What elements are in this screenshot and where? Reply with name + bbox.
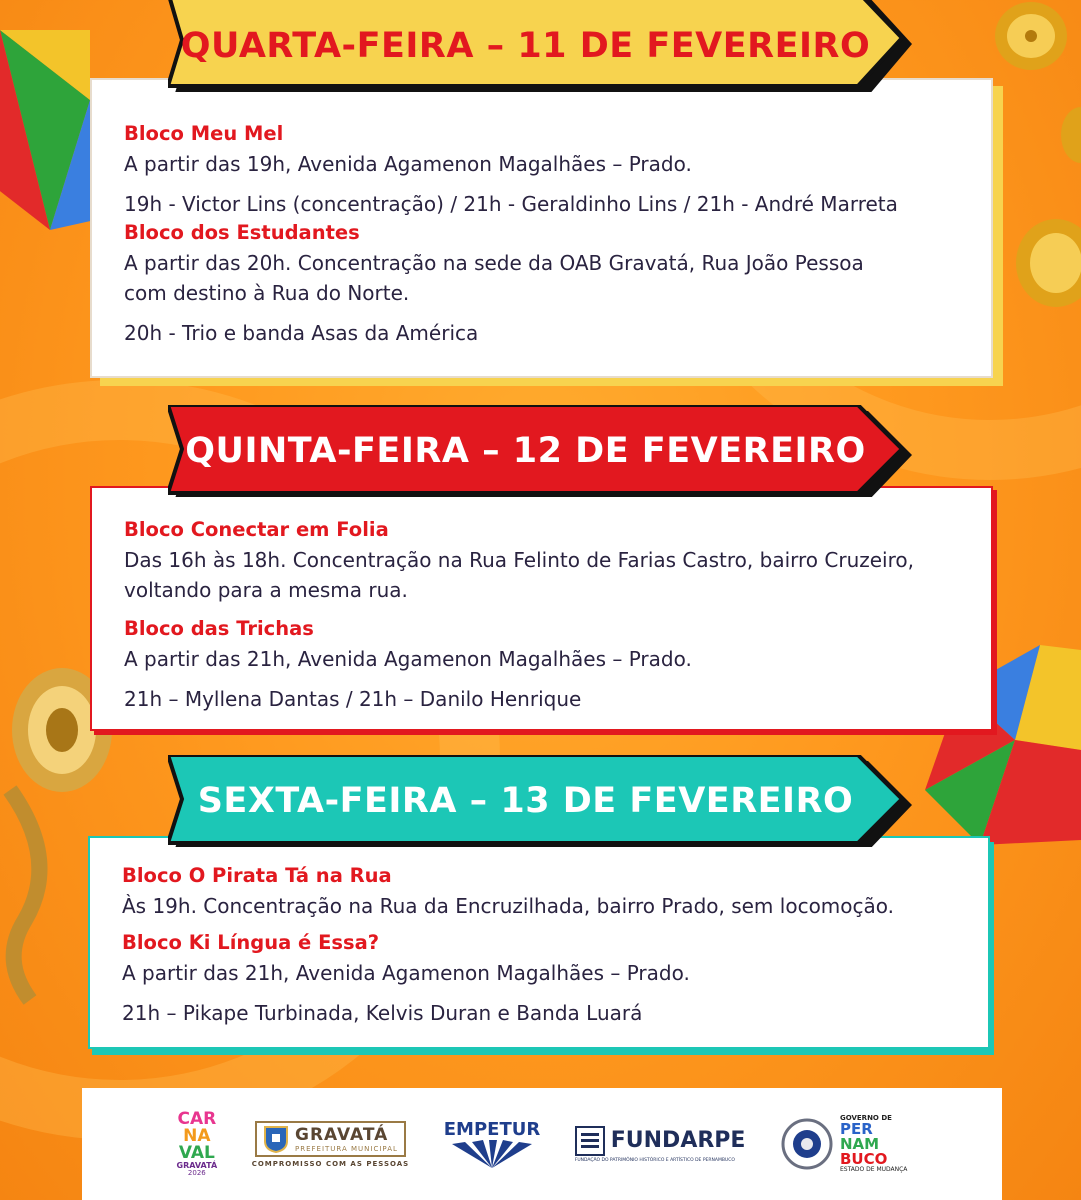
day-card-wednesday <box>90 78 993 378</box>
empetur-name: EMPETUR <box>443 1118 541 1140</box>
day-card-friday <box>88 836 990 1049</box>
event-detail: Das 16h às 18h. Concentração na Rua Felinto de Farias Castro, bairro Cruzeiro, <box>124 548 914 572</box>
carnaval-logo-year: 2026 <box>187 1169 206 1177</box>
gravata-sub: PREFEITURA MUNICIPAL <box>295 1144 398 1153</box>
carnaval-logo-text: VAL <box>178 1143 215 1163</box>
fundarpe-mark-icon <box>575 1126 605 1156</box>
fundarpe-sub: FUNDAÇÃO DO PATRIMÔNIO HISTÓRICO E ARTÍSTICO DE PERNAMBUCO <box>574 1157 735 1163</box>
state-seal-icon <box>780 1117 834 1171</box>
sponsor-footer <box>82 1088 1002 1200</box>
event-lineup: 19h - Victor Lins (concentração) / 21h - Geraldinho Lins / 21h - André Marreta <box>124 192 898 216</box>
event-lineup: 20h - Trio e banda Asas da América <box>124 321 479 345</box>
day-heading: QUINTA-FEIRA – 12 DE FEVEREIRO <box>185 431 866 471</box>
governo-pernambuco-logo <box>780 1115 907 1173</box>
gold-sequin-decoration <box>1055 105 1081 165</box>
carnaval-logo-text: CAR <box>177 1109 217 1129</box>
event-detail: com destino à Rua do Norte. <box>124 281 410 305</box>
pernambuco-text: PER <box>839 1120 873 1138</box>
event-title: Bloco Ki Língua é Essa? <box>122 931 380 954</box>
event-lineup: 21h – Myllena Dantas / 21h – Danilo Henrique <box>124 687 582 711</box>
umbrella-top-left-decoration <box>0 20 95 250</box>
empetur-logo <box>444 1119 540 1170</box>
event-title: Bloco O Pirata Tá na Rua <box>122 864 392 887</box>
empetur-fan-icon <box>447 1140 537 1170</box>
event-lineup: 21h – Pikape Turbinada, Kelvis Duran e Banda Luará <box>122 1001 643 1025</box>
pernambuco-text: BUCO <box>839 1150 888 1168</box>
gold-sequin-decoration <box>1010 215 1081 315</box>
fundarpe-name: FUNDARPE <box>610 1128 746 1153</box>
event-title: Bloco das Trichas <box>124 617 314 640</box>
event-title: Bloco Meu Mel <box>124 122 284 145</box>
governo-sub: ESTADO DE MUDANÇA <box>839 1166 908 1173</box>
event-title: Bloco dos Estudantes <box>124 221 360 244</box>
pernambuco-text: NAM <box>839 1135 880 1153</box>
day-heading-ribbon <box>168 405 913 497</box>
day-heading-ribbon <box>168 0 913 92</box>
carnaval-logo-city: GRAVATÁ <box>176 1161 218 1170</box>
event-detail: A partir das 21h, Avenida Agamenon Magalhães – Prado. <box>122 961 690 985</box>
day-heading: SEXTA-FEIRA – 13 DE FEVEREIRO <box>197 781 854 821</box>
gold-sequin-decoration <box>995 0 1075 80</box>
carnaval-gravata-logo <box>177 1111 218 1177</box>
event-detail: A partir das 20h. Concentração na sede da OAB Gravatá, Rua João Pessoa <box>124 251 864 275</box>
event-detail: Às 19h. Concentração na Rua da Encruzilhada, bairro Prado, sem locomoção. <box>122 894 895 918</box>
event-detail: voltando para a mesma rua. <box>124 578 408 602</box>
event-title: Bloco Conectar em Folia <box>124 518 389 541</box>
carnaval-logo-text: NA <box>183 1126 211 1146</box>
governo-top: GOVERNO DE <box>839 1114 892 1122</box>
event-detail: A partir das 21h, Avenida Agamenon Magalhães – Prado. <box>124 647 692 671</box>
gravata-motto: COMPROMISSO COM AS PESSOAS <box>251 1159 410 1168</box>
day-heading-ribbon <box>168 755 913 847</box>
fundarpe-logo <box>575 1126 746 1163</box>
day-heading: QUARTA-FEIRA – 11 DE FEVEREIRO <box>180 26 871 66</box>
gravata-name: GRAVATÁ <box>295 1124 389 1145</box>
prefeitura-gravata-logo <box>252 1121 410 1168</box>
event-detail: A partir das 19h, Avenida Agamenon Magalhães – Prado. <box>124 152 692 176</box>
day-card-thursday <box>90 486 993 731</box>
city-crest-icon <box>263 1125 289 1153</box>
